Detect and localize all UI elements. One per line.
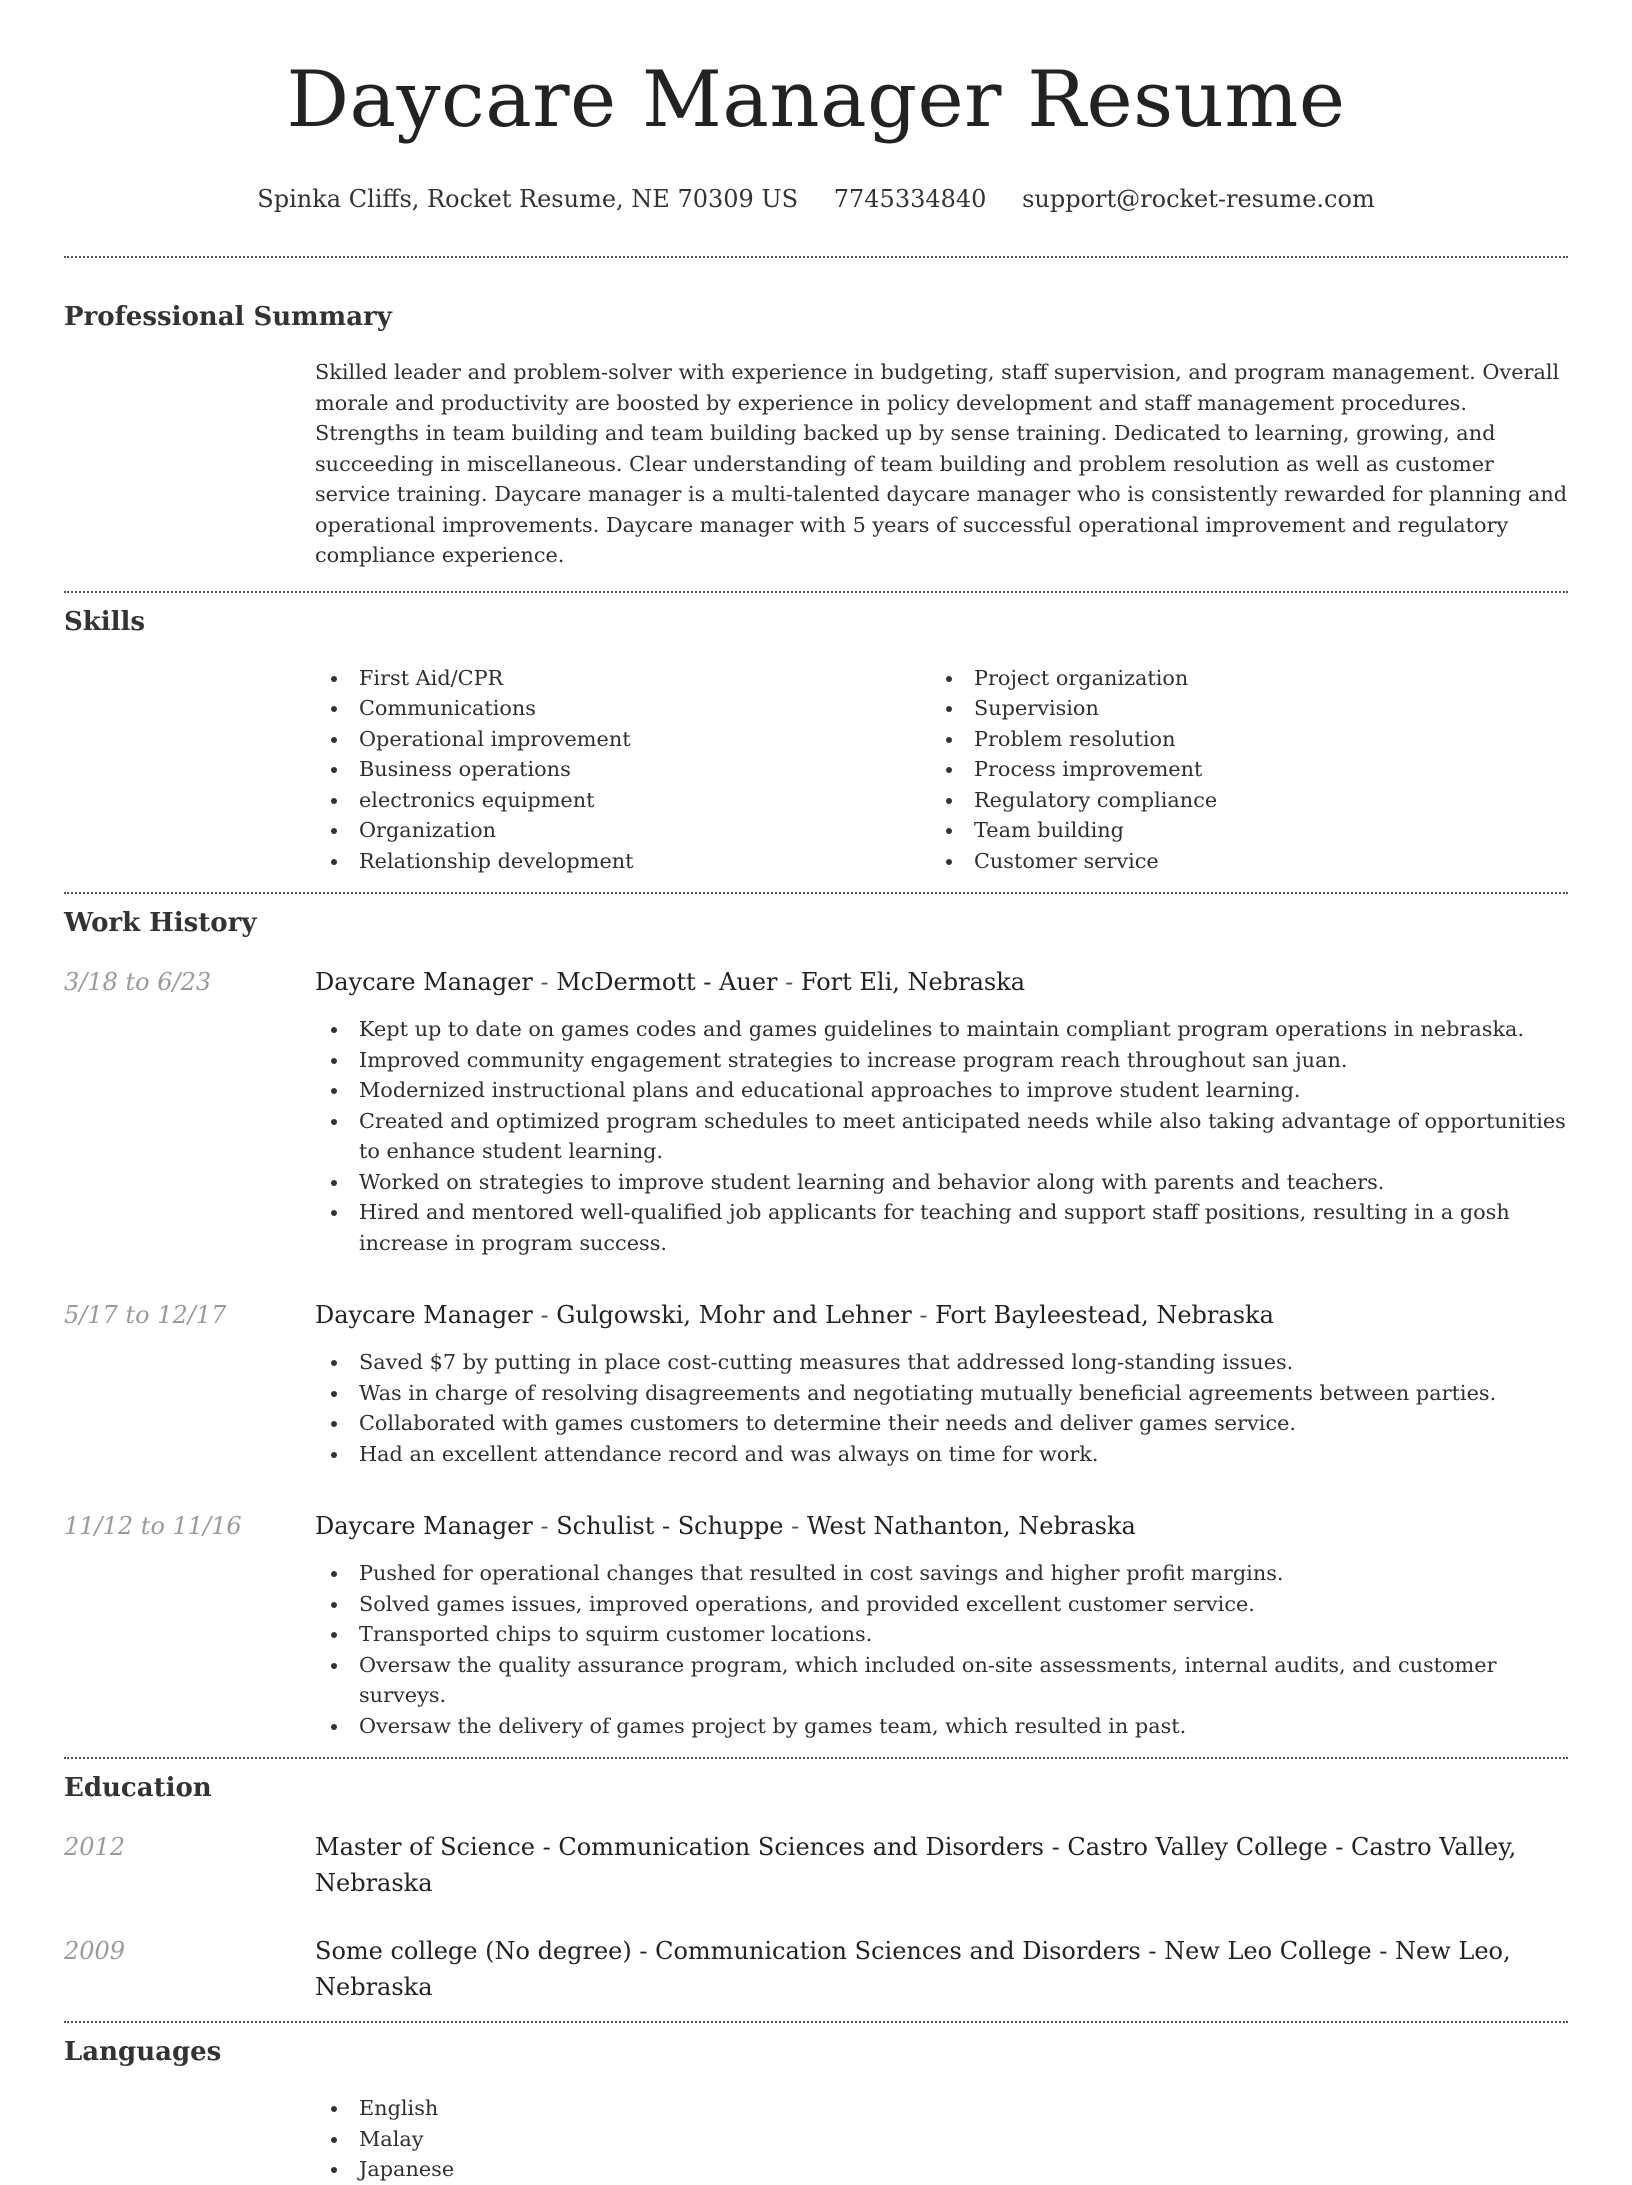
education-degree: Some college (No degree) [315, 1937, 632, 1965]
job-heading: Daycare Manager - Schulist - Schuppe - West Nathanton, Nebraska [315, 1512, 1136, 1540]
skill-item: Relationship development [315, 846, 930, 877]
job-bullet: Oversaw the delivery of games project by games team, which resulted in past. [315, 1711, 1568, 1742]
job-company: Schulist - Schuppe [556, 1512, 784, 1540]
skills-columns [315, 663, 1568, 877]
education-year: 2012 [64, 1833, 126, 1861]
resume-title: Daycare Manager Resume [286, 55, 1346, 145]
job-bullet: Was in charge of resolving disagreements and negotiating mutually beneficial agreements between parties. [315, 1378, 1568, 1409]
job-bullet: Collaborated with games customers to determine their needs and deliver games service. [315, 1408, 1568, 1439]
job-bullet: Saved $7 by putting in place cost-cutting measures that addressed long-standing issues. [315, 1347, 1568, 1378]
education-school: Castro Valley College [1067, 1833, 1328, 1861]
job-bullet: Worked on strategies to improve student learning and behavior along with parents and teachers. [315, 1167, 1568, 1198]
contact-line [64, 184, 1568, 214]
job-entry [64, 966, 1568, 1258]
divider [64, 591, 1568, 593]
languages-section [64, 2036, 1568, 2185]
contact-email: support@rocket-resume.com [1022, 185, 1375, 213]
education-details: Some college (No degree) - Communication Sciences and Disorders - New Leo College - New Leo, Nebraska [315, 1937, 1511, 2001]
skill-item: Organization [315, 815, 930, 846]
job-details [315, 1510, 1568, 1741]
summary-heading: Professional Summary [64, 302, 392, 332]
job-bullet: Improved community engagement strategies to increase program reach throughout san juan. [315, 1045, 1568, 1076]
skill-item: Supervision [930, 693, 1545, 724]
skill-item: Customer service [930, 846, 1545, 877]
skills-list-right [930, 663, 1545, 877]
job-entry [64, 1510, 1568, 1741]
education-location: New Leo, Nebraska [315, 1937, 1511, 2001]
skill-item: Problem resolution [930, 724, 1545, 755]
languages-heading: Languages [64, 2037, 222, 2067]
summary-section [64, 301, 1568, 571]
job-heading: Daycare Manager - McDermott - Auer - Fort Eli, Nebraska [315, 968, 1026, 996]
work-section [64, 907, 1568, 1741]
job-dates: 11/12 to 11/16 [64, 1512, 242, 1540]
education-section [64, 1772, 1568, 2005]
skill-item: First Aid/CPR [315, 663, 930, 694]
job-bullet: Pushed for operational changes that resulted in cost savings and higher profit margins. [315, 1558, 1568, 1589]
job-dates: 3/18 to 6/23 [64, 968, 212, 996]
education-field: Communication Sciences and Disorders [558, 1833, 1044, 1861]
education-school: New Leo College [1164, 1937, 1372, 1965]
job-bullet: Had an excellent attendance record and was always on time for work. [315, 1439, 1568, 1470]
skill-item: Process improvement [930, 754, 1545, 785]
skills-section [64, 606, 1568, 877]
education-field: Communication Sciences and Disorders [655, 1937, 1141, 1965]
skill-item: electronics equipment [315, 785, 930, 816]
job-details [315, 966, 1568, 1258]
education-location: Castro Valley, Nebraska [315, 1833, 1517, 1897]
job-bullet: Modernized instructional plans and educational approaches to improve student learning. [315, 1075, 1568, 1106]
divider [64, 1757, 1568, 1759]
job-title: Daycare Manager [315, 968, 533, 996]
education-heading: Education [64, 1773, 212, 1803]
skills-list-left [315, 663, 930, 877]
skill-item: Communications [315, 693, 930, 724]
job-details [315, 1299, 1568, 1469]
languages-list [315, 2093, 1568, 2185]
job-bullet: Solved games issues, improved operations, and provided excellent customer service. [315, 1589, 1568, 1620]
job-bullets [315, 1014, 1568, 1258]
work-heading: Work History [64, 908, 257, 938]
job-location: Fort Eli, Nebraska [800, 968, 1026, 996]
skill-item: Team building [930, 815, 1545, 846]
job-bullets [315, 1558, 1568, 1741]
job-company: McDermott - Auer [556, 968, 778, 996]
job-title: Daycare Manager [315, 1512, 533, 1540]
job-bullet: Oversaw the quality assurance program, which included on-site assessments, internal audits, and customer surveys. [315, 1650, 1568, 1711]
job-location: Fort Bayleestead, Nebraska [935, 1301, 1274, 1329]
divider [64, 892, 1568, 894]
education-degree: Master of Science [315, 1833, 535, 1861]
job-bullets [315, 1347, 1568, 1469]
job-bullet: Transported chips to squirm customer locations. [315, 1619, 1568, 1650]
job-bullet: Hired and mentored well-qualified job applicants for teaching and support staff positions, resulting in a gosh increase in program success. [315, 1197, 1568, 1258]
language-item: English [315, 2093, 1568, 2124]
skill-item: Regulatory compliance [930, 785, 1545, 816]
job-location: West Nathanton, Nebraska [806, 1512, 1136, 1540]
divider [64, 2021, 1568, 2023]
job-bullet: Kept up to date on games codes and games guidelines to maintain compliant program operations in nebraska. [315, 1014, 1568, 1045]
job-entry [64, 1299, 1568, 1469]
education-entry [64, 1933, 1568, 2005]
language-item: Japanese [315, 2154, 1568, 2185]
skills-heading: Skills [64, 606, 146, 637]
education-entry [64, 1829, 1568, 1901]
language-item: Malay [315, 2124, 1568, 2155]
skill-item: Project organization [930, 663, 1545, 694]
job-title: Daycare Manager [315, 1301, 533, 1329]
contact-phone: 7745334840 [833, 185, 987, 213]
education-details: Master of Science - Communication Sciences and Disorders - Castro Valley College - Castro Valley, Nebraska [315, 1833, 1517, 1897]
summary-text: Skilled leader and problem-solver with experience in budgeting, staff supervision, and program management. Overall morale and productivity are boosted by experience in policy development and staff management procedures. Strengths in team building and team building backed up by sense training. Dedicated to learning, growing, and succeeding in miscellaneous. Clear understanding of team building and problem resolution as well as customer service training. Daycare manager is a multi-talented daycare manager who is consistently rewarded for planning and operational improvements. Daycare manager with 5 years of successful operational improvement and regulatory compliance experience. [315, 360, 1568, 567]
skill-item: Business operations [315, 754, 930, 785]
divider [64, 256, 1568, 258]
job-bullet: Created and optimized program schedules to meet anticipated needs while also taking advantage of opportunities to enhance student learning. [315, 1106, 1568, 1167]
job-heading: Daycare Manager - Gulgowski, Mohr and Lehner - Fort Bayleestead, Nebraska [315, 1301, 1274, 1329]
skill-item: Operational improvement [315, 724, 930, 755]
education-year: 2009 [64, 1937, 126, 1965]
job-dates: 5/17 to 12/17 [64, 1301, 227, 1329]
contact-address: Spinka Cliffs, Rocket Resume, NE 70309 US [257, 185, 799, 213]
job-company: Gulgowski, Mohr and Lehner [556, 1301, 912, 1329]
